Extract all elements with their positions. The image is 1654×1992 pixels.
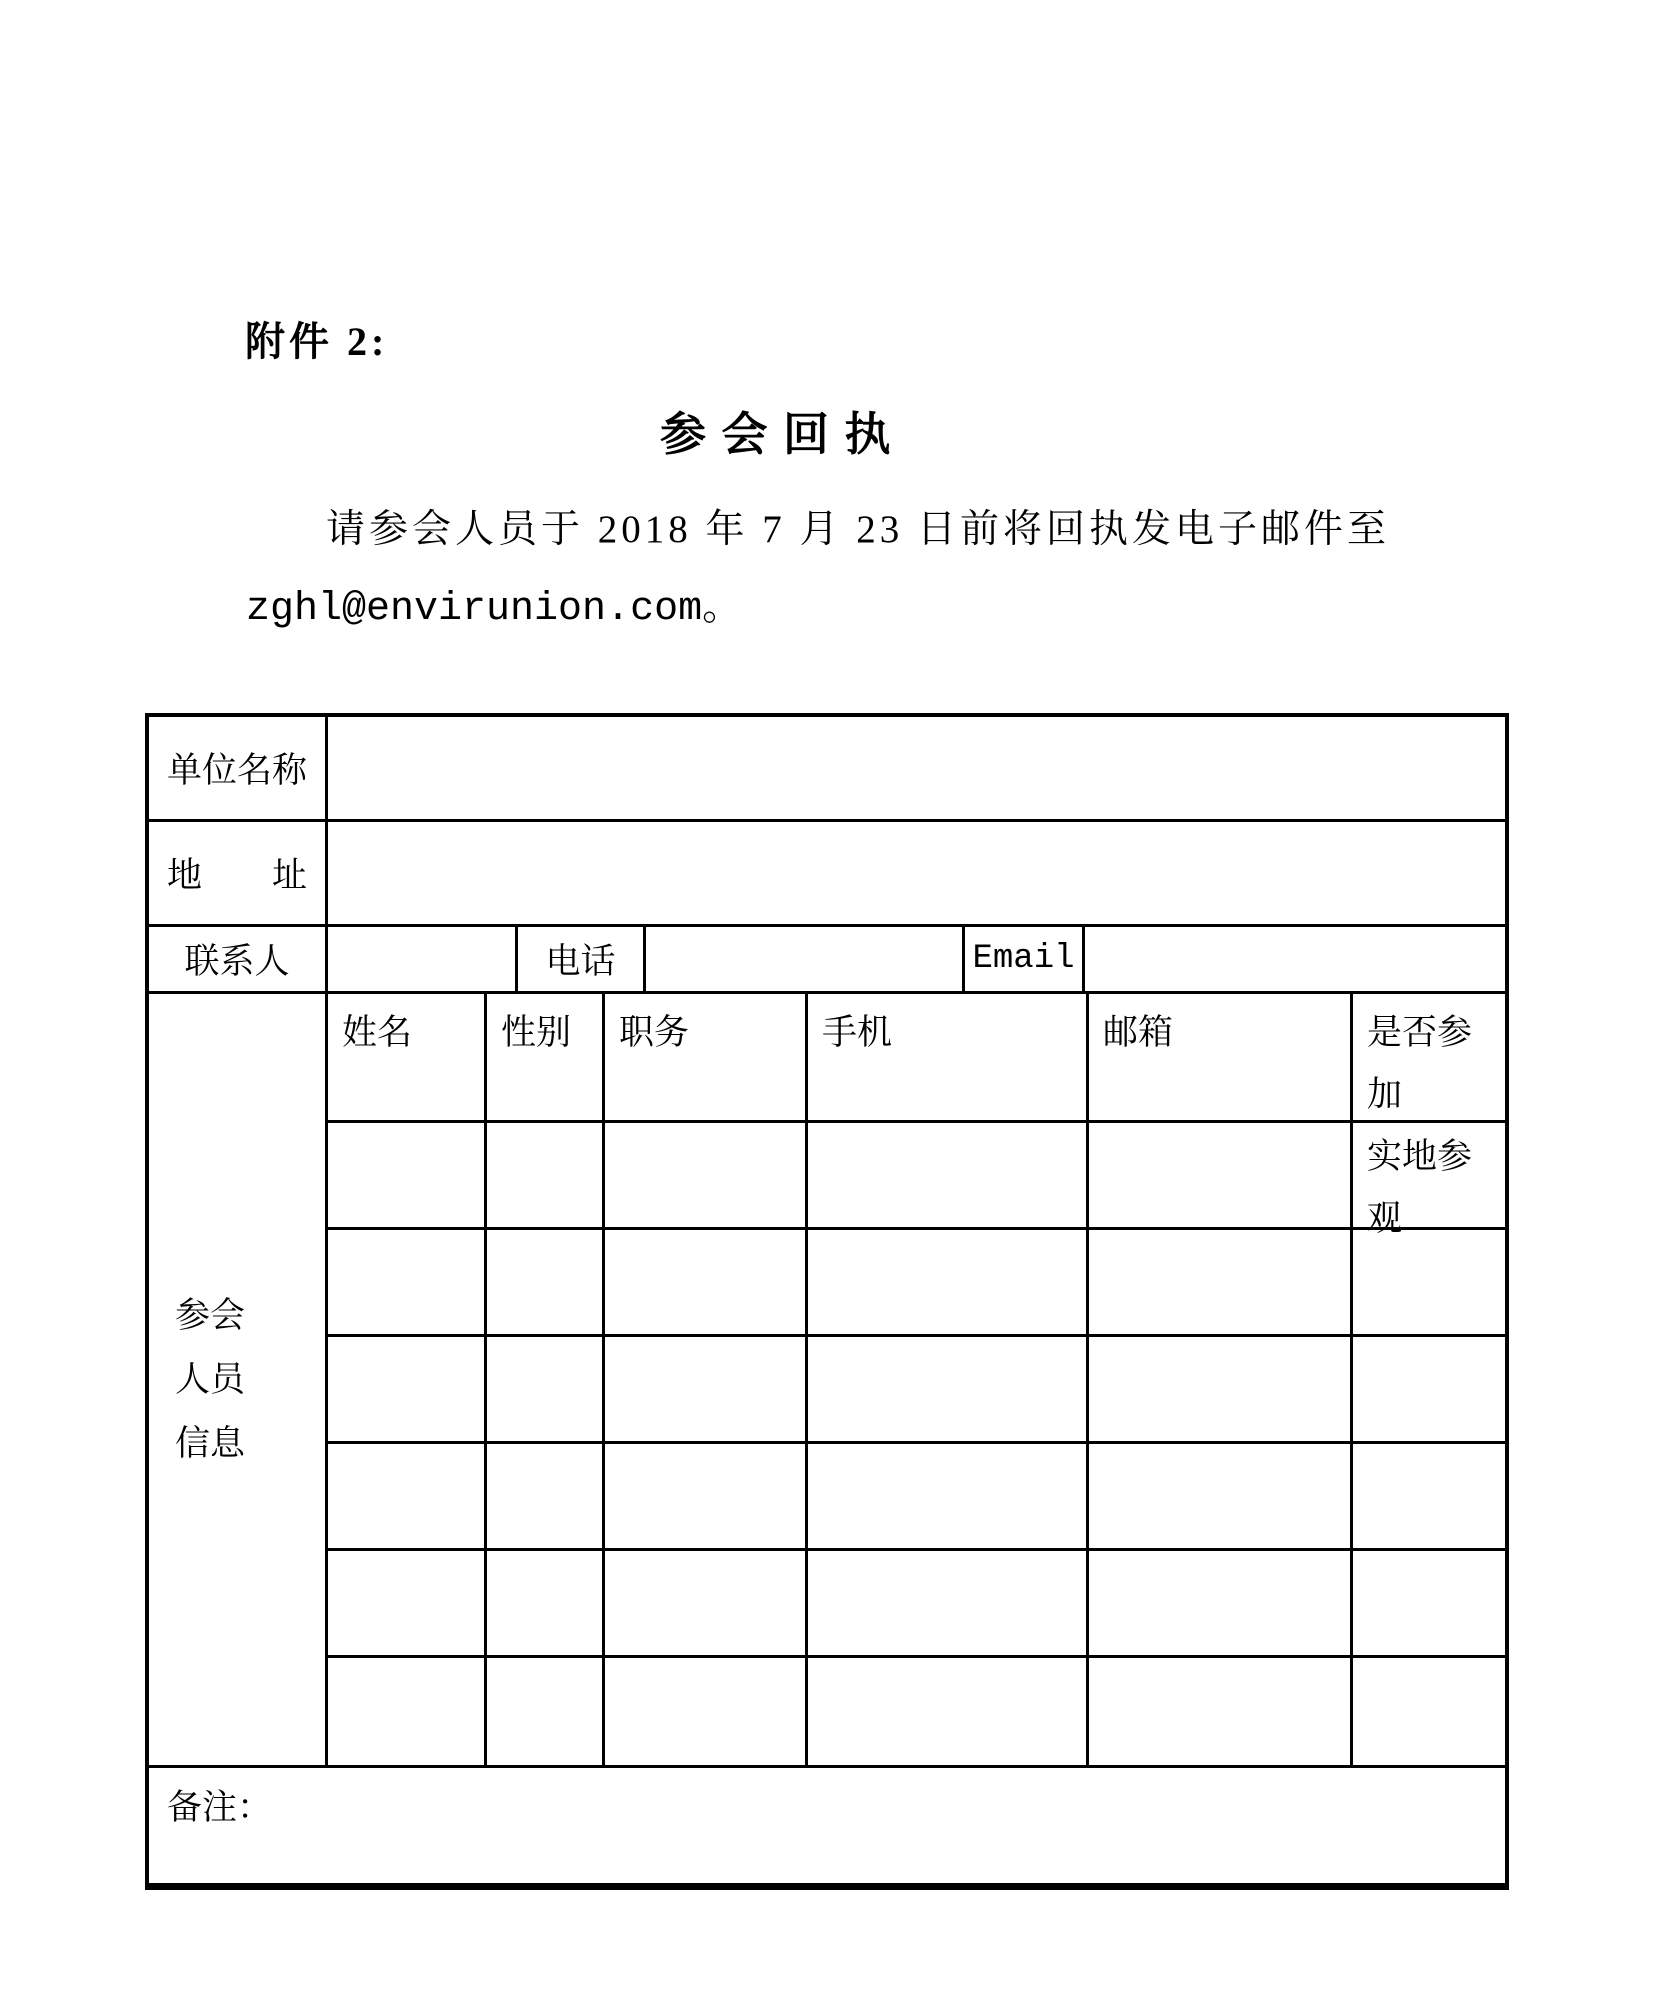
attendee-input-cell[interactable] bbox=[487, 1658, 605, 1765]
attendee-input-cell[interactable] bbox=[1353, 1551, 1505, 1655]
attendee-empty-row bbox=[328, 1123, 1505, 1230]
attendee-input-cell[interactable] bbox=[487, 1123, 605, 1227]
contact-row bbox=[149, 927, 1505, 994]
attendee-input-cell[interactable] bbox=[1089, 1658, 1353, 1765]
attendee-input-cell[interactable] bbox=[487, 1230, 605, 1334]
contact-input-cell[interactable] bbox=[328, 927, 518, 991]
attendee-input-cell[interactable] bbox=[1089, 1123, 1353, 1227]
attendee-input-cell[interactable] bbox=[605, 1337, 808, 1441]
col-header-mobile: 手机 bbox=[808, 994, 1089, 1120]
attendee-input-cell[interactable] bbox=[1089, 1230, 1353, 1334]
attendee-input-cell[interactable] bbox=[1353, 1444, 1505, 1548]
col-header-position: 职务 bbox=[605, 994, 808, 1120]
attendee-input-cell[interactable] bbox=[487, 1551, 605, 1655]
remarks-row[interactable] bbox=[149, 1768, 1505, 1883]
address-input-cell[interactable] bbox=[328, 822, 1505, 924]
intro-email-line: zghl@envirunion.com。 bbox=[246, 587, 743, 632]
attendee-input-cell[interactable] bbox=[808, 1444, 1089, 1548]
attendee-input-cell[interactable] bbox=[328, 1551, 487, 1655]
attendee-empty-row bbox=[328, 1658, 1505, 1765]
attendee-input-cell[interactable] bbox=[487, 1444, 605, 1548]
attendee-input-cell[interactable] bbox=[487, 1337, 605, 1441]
company-name-label: 单位名称 bbox=[149, 717, 328, 819]
attendee-input-cell[interactable] bbox=[1089, 1337, 1353, 1441]
attendee-section bbox=[149, 994, 1505, 1768]
col-header-site-visit-line2: 实地参观 bbox=[1367, 1137, 1473, 1238]
attendee-input-cell[interactable] bbox=[808, 1658, 1089, 1765]
attendee-input-cell[interactable] bbox=[605, 1551, 808, 1655]
attendee-input-cell[interactable] bbox=[1353, 1337, 1505, 1441]
attendee-header-row bbox=[328, 994, 1505, 1238]
company-name-input-cell[interactable] bbox=[328, 717, 1505, 819]
attendee-input-cell[interactable] bbox=[1089, 1444, 1353, 1548]
col-header-name: 姓名 bbox=[328, 994, 487, 1120]
attendee-input-cell[interactable] bbox=[808, 1551, 1089, 1655]
attendee-input-cell[interactable] bbox=[328, 1658, 487, 1765]
attendee-input-cell[interactable] bbox=[1353, 1123, 1505, 1227]
attendee-input-cell[interactable] bbox=[328, 1230, 487, 1334]
attendee-input-cell[interactable] bbox=[328, 1444, 487, 1548]
attendee-input-cell[interactable] bbox=[1089, 1551, 1353, 1655]
attendee-input-cell[interactable] bbox=[605, 1444, 808, 1548]
attendee-label-line2: 人员 bbox=[175, 1359, 246, 1399]
address-label: 地 址 bbox=[149, 822, 328, 924]
col-header-email: 邮箱 bbox=[1089, 994, 1353, 1120]
attendee-input-cell[interactable] bbox=[1353, 1230, 1505, 1334]
phone-label: 电话 bbox=[518, 927, 646, 991]
remarks-label: 备注： bbox=[167, 1788, 273, 1827]
attendee-input-cell[interactable] bbox=[328, 1337, 487, 1441]
intro-paragraph-line1: 请参会人员于 2018 年 7 月 23 日前将回执发电子邮件至 bbox=[326, 508, 1391, 551]
attendee-label-line3: 信息 bbox=[175, 1423, 246, 1463]
email-label: Email bbox=[965, 927, 1085, 991]
attendee-section-label bbox=[149, 994, 328, 1765]
attendee-input-cell[interactable] bbox=[808, 1123, 1089, 1227]
company-name-row bbox=[149, 717, 1505, 822]
contact-label: 联系人 bbox=[149, 927, 328, 991]
address-row bbox=[149, 822, 1505, 927]
attendee-empty-row bbox=[328, 1551, 1505, 1658]
page-title: 参 会 回 执 bbox=[660, 409, 893, 460]
attendee-input-cell[interactable] bbox=[808, 1230, 1089, 1334]
email-input-cell[interactable] bbox=[1085, 927, 1505, 991]
registration-form-table bbox=[145, 713, 1509, 1890]
attendee-empty-row bbox=[328, 1337, 1505, 1444]
col-header-site-visit bbox=[1353, 994, 1505, 1238]
attendee-input-cell[interactable] bbox=[605, 1658, 808, 1765]
attachment-label: 附件 2: bbox=[245, 319, 389, 364]
attendee-input-cell[interactable] bbox=[1353, 1658, 1505, 1765]
col-header-site-visit-line1: 是否参加 bbox=[1367, 1013, 1473, 1114]
attendee-empty-row bbox=[328, 1230, 1505, 1337]
attendee-label-line1: 参会 bbox=[175, 1295, 246, 1335]
attendee-grid bbox=[328, 994, 1505, 1765]
attendee-input-cell[interactable] bbox=[605, 1230, 808, 1334]
attendee-input-cell[interactable] bbox=[808, 1337, 1089, 1441]
attendee-input-cell[interactable] bbox=[605, 1123, 808, 1227]
col-header-gender: 性别 bbox=[487, 994, 605, 1120]
attendee-empty-row bbox=[328, 1444, 1505, 1551]
phone-input-cell[interactable] bbox=[646, 927, 965, 991]
attendee-input-cell[interactable] bbox=[328, 1123, 487, 1227]
